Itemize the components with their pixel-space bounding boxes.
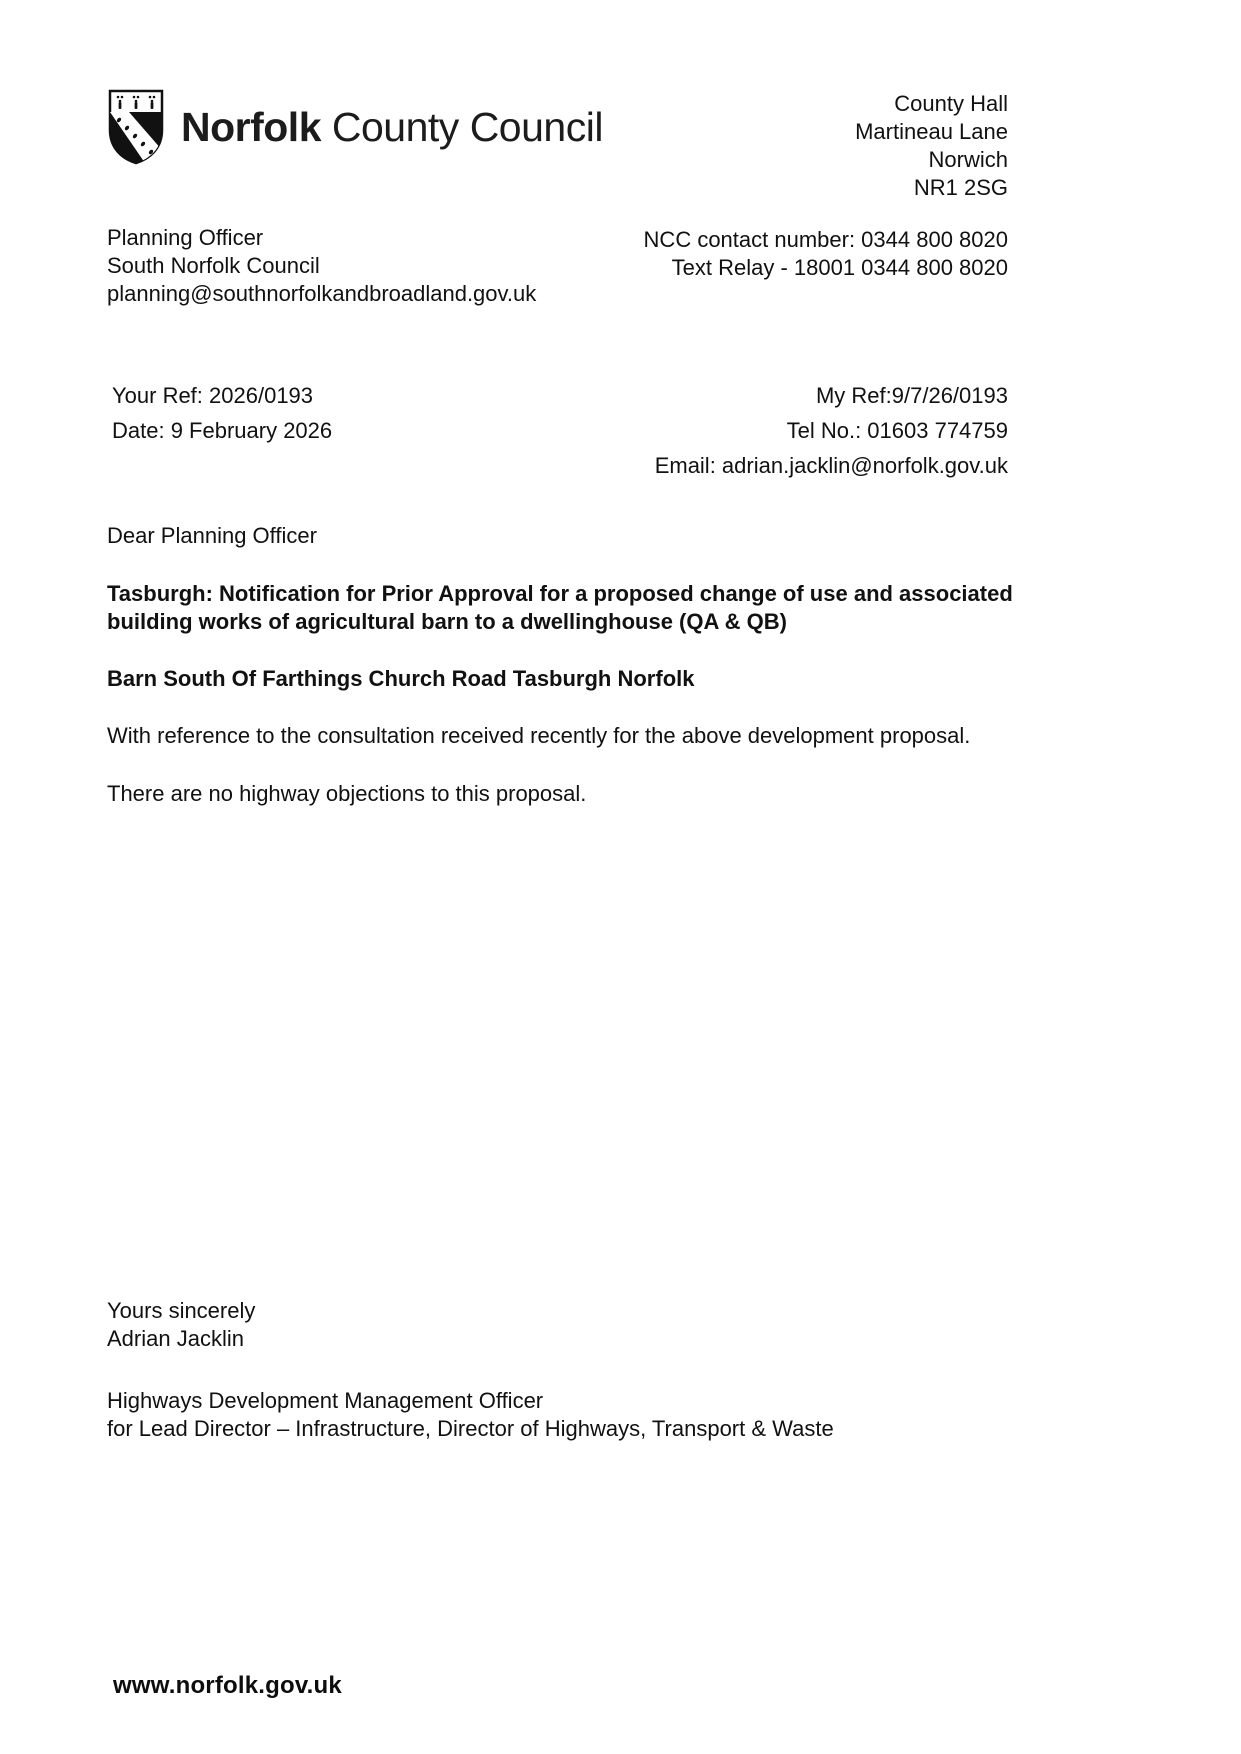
sender-address-line3: Norwich xyxy=(928,147,1008,172)
your-ref: Your Ref: 2026/0193 xyxy=(112,383,314,408)
body-paragraph-2: There are no highway objections to this proposal. xyxy=(107,781,587,806)
sender-email: Email: adrian.jacklin@norfolk.gov.uk xyxy=(654,453,1008,478)
logo-wordmark xyxy=(181,104,603,150)
letter-date: Date: 9 February 2026 xyxy=(112,418,333,443)
my-ref: My Ref:9/7/26/0193 xyxy=(815,383,1008,408)
sender-address xyxy=(855,90,1008,202)
signoff xyxy=(107,1297,255,1353)
signoff-name: Adrian Jacklin xyxy=(107,1326,244,1351)
text-relay-number: Text Relay - 18001 0344 800 8020 xyxy=(671,255,1008,280)
signature-title xyxy=(107,1387,834,1443)
sender-address-line4: NR1 2SG xyxy=(913,175,1008,200)
logo xyxy=(107,88,603,166)
signoff-closing: Yours sincerely xyxy=(107,1298,256,1323)
subject-heading: Tasburgh: Notification for Prior Approval for a proposed change of use and associated building works of agricultural barn to a dwellinghouse (QA & QB) xyxy=(107,581,1013,634)
signature-title-line2: for Lead Director – Infrastructure, Director of Highways, Transport & Waste xyxy=(107,1416,834,1441)
tel-no: Tel No.: 01603 774759 xyxy=(786,418,1008,443)
recipient-address xyxy=(107,224,536,308)
logo-word-county-council: County Council xyxy=(321,104,603,150)
recipient-email: planning@southnorfolkandbroadland.gov.uk xyxy=(107,281,537,306)
signature-title-line1: Highways Development Management Officer xyxy=(107,1388,544,1413)
norfolk-crest-icon xyxy=(107,88,165,166)
recipient-line1: Planning Officer xyxy=(107,225,264,250)
salutation: Dear Planning Officer xyxy=(107,523,317,548)
sender-address-line1: County Hall xyxy=(894,91,1008,116)
footer-website: www.norfolk.gov.uk xyxy=(113,1672,342,1699)
recipient-line2: South Norfolk Council xyxy=(107,253,320,278)
ncc-contact-number: NCC contact number: 0344 800 8020 xyxy=(643,227,1008,252)
body-paragraph-1: With reference to the consultation received recently for the above development proposal. xyxy=(107,723,971,748)
refs-right xyxy=(655,378,1008,483)
sender-address-line2: Martineau Lane xyxy=(855,119,1008,144)
property-address: Barn South Of Farthings Church Road Tasburgh Norfolk xyxy=(107,666,695,691)
contact-numbers xyxy=(644,226,1008,282)
refs-left xyxy=(112,378,332,448)
logo-word-norfolk: Norfolk xyxy=(181,104,321,150)
